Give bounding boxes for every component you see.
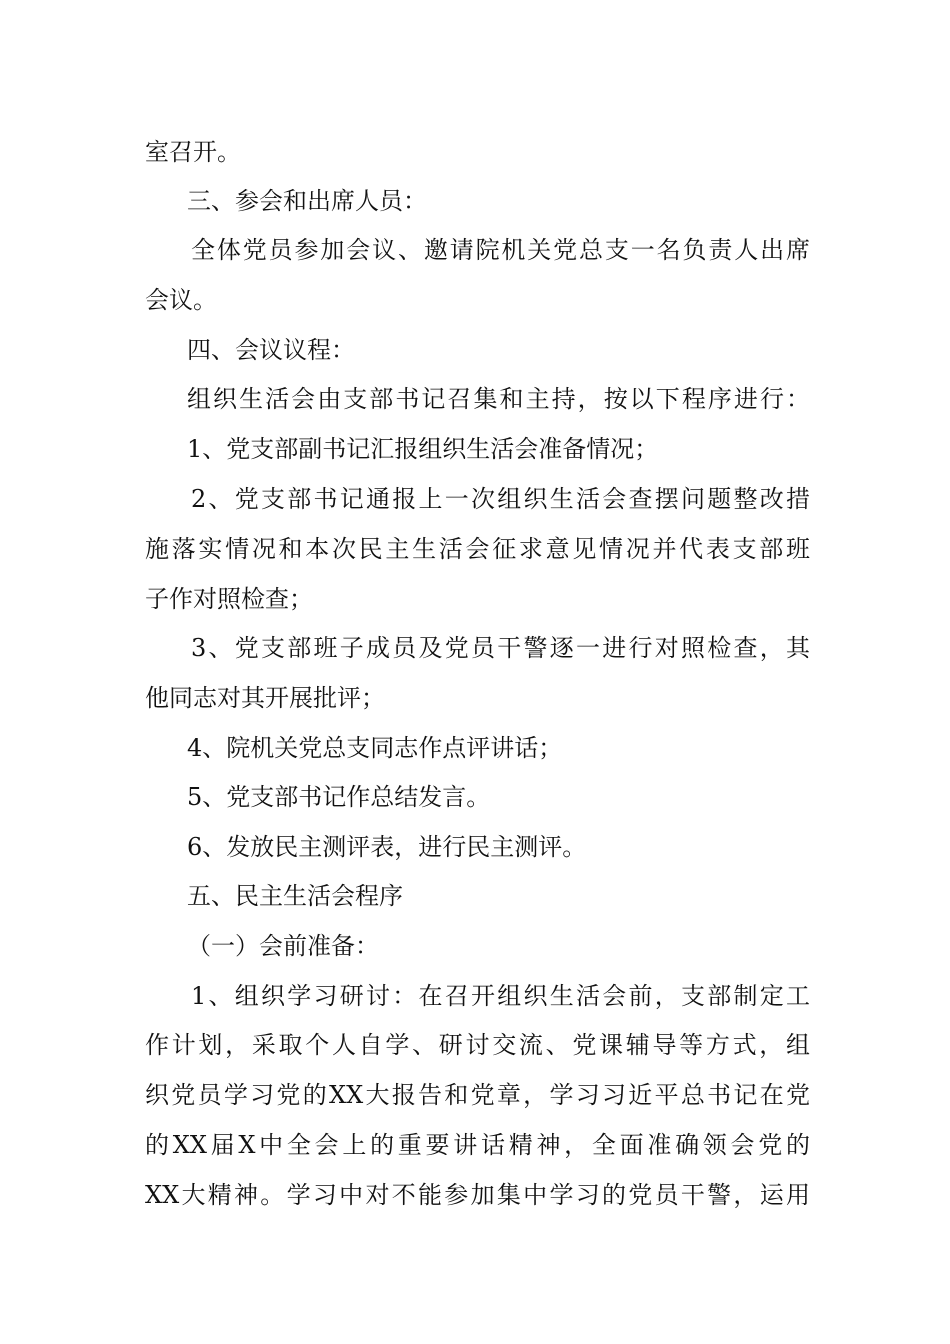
subsection-heading-preparation: （一）会前准备： bbox=[187, 932, 379, 960]
paragraph-line: 会议。 bbox=[145, 286, 217, 314]
text-line-continuation: 室召开。 bbox=[145, 138, 241, 166]
agenda-item-6: 6、发放民主测评表，进行民主测评。 bbox=[187, 833, 587, 861]
paragraph-line: 组织生活会由支部书记召集和主持，按以下程序进行： bbox=[187, 385, 810, 413]
paragraph-line: 子作对照检查； bbox=[145, 585, 313, 613]
paragraph-line: 的XX届X中全会上的重要讲话精神，全面准确领会党的 bbox=[145, 1131, 810, 1159]
agenda-item-3: 3、党支部班子成员及党员干警逐一进行对照检查，其 bbox=[191, 634, 810, 662]
agenda-item-4: 4、院机关党总支同志作点评讲话； bbox=[187, 734, 563, 762]
paragraph-line: 织党员学习党的XX大报告和党章，学习习近平总书记在党 bbox=[145, 1081, 810, 1109]
paragraph-line: 全体党员参加会议、邀请院机关党总支一名负责人出席 bbox=[191, 236, 810, 264]
agenda-item-1: 1、党支部副书记汇报组织生活会准备情况； bbox=[187, 435, 659, 463]
section-heading-agenda: 四、会议议程： bbox=[187, 336, 355, 364]
paragraph-line: 作计划，采取个人自学、研讨交流、党课辅导等方式，组 bbox=[145, 1031, 810, 1059]
section-heading-procedure: 五、民主生活会程序 bbox=[187, 882, 403, 910]
paragraph-line: 施落实情况和本次民主生活会征求意见情况并代表支部班 bbox=[145, 535, 810, 563]
agenda-item-5: 5、党支部书记作总结发言。 bbox=[187, 783, 491, 811]
agenda-item-2: 2、党支部书记通报上一次组织生活会查摆问题整改措 bbox=[191, 485, 810, 513]
paragraph-line: XX大精神。学习中对不能参加集中学习的党员干警，运用 bbox=[145, 1181, 810, 1209]
preparation-item-1: 1、组织学习研讨：在召开组织生活会前，支部制定工 bbox=[191, 982, 810, 1010]
section-heading-attendees: 三、参会和出席人员： bbox=[187, 187, 427, 215]
paragraph-line: 他同志对其开展批评； bbox=[145, 684, 385, 712]
